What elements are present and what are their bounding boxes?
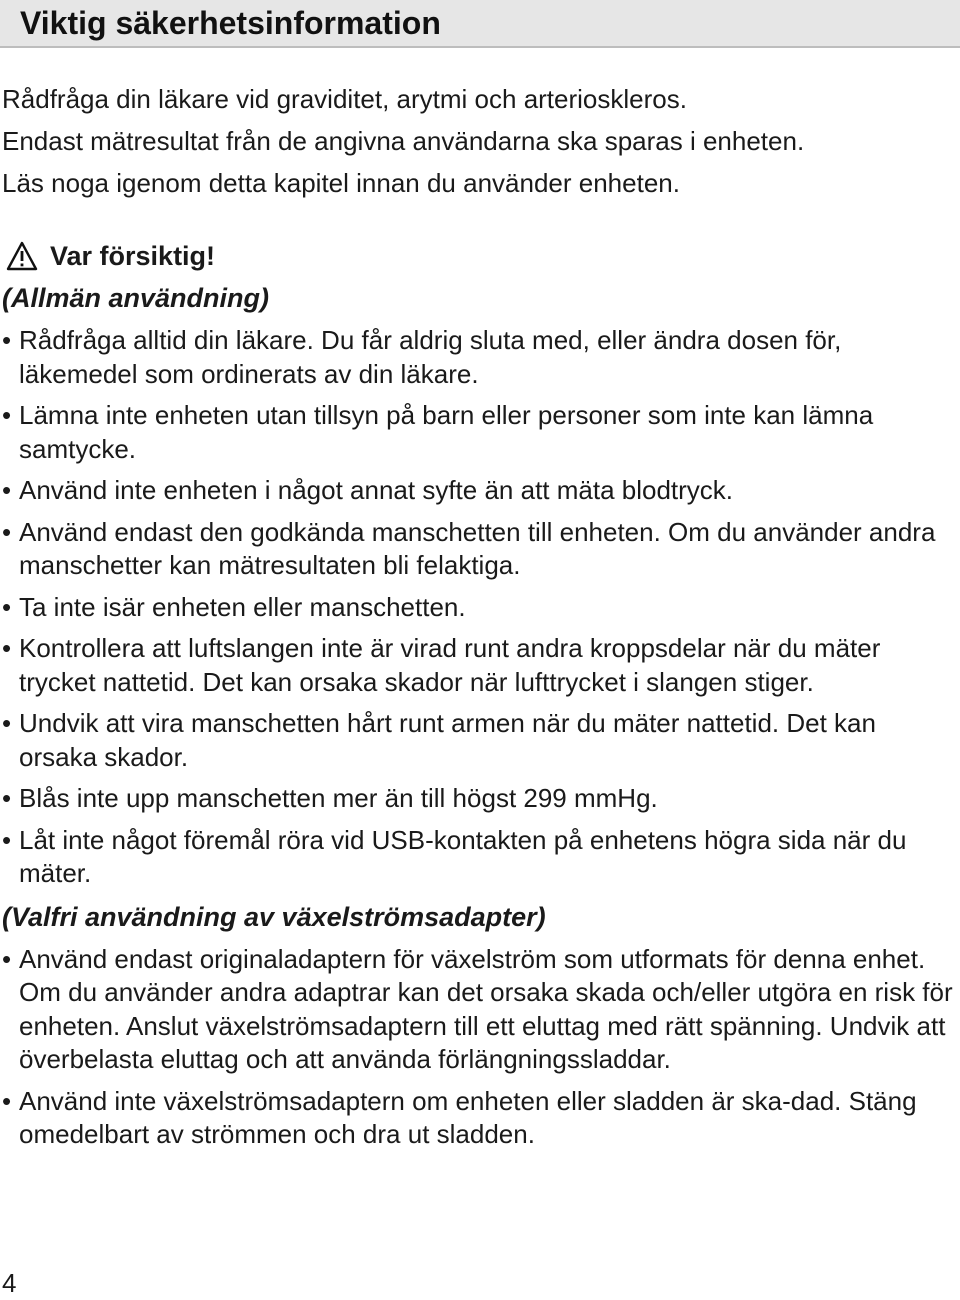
list-item-text: Blås inte upp manschetten mer än till högst 299 mmHg. bbox=[19, 783, 658, 813]
document-body bbox=[2, 78, 954, 1160]
list-item-text: Lämna inte enheten utan tillsyn på barn eller personer som inte kan lämna samtycke. bbox=[19, 400, 874, 464]
caution-label: Var försiktig! bbox=[50, 241, 216, 271]
list-item-text: Använd endast den godkända manschetten till enheten. Om du använder andra manschetter kan mätresultaten bli felaktiga. bbox=[19, 516, 936, 580]
list-item bbox=[2, 782, 954, 816]
section-heading-general-use: (Allmän användning) bbox=[2, 283, 270, 313]
warning-triangle-icon bbox=[6, 241, 38, 271]
bullet: • bbox=[2, 943, 12, 974]
list-item-text: Använd endast originaladaptern för växelström som utformats för denna enhet. Om du använder andra adaptrar kan det orsaka skada och/eller utgöra en risk för enheten. Anslut växelströmsadaptern till ett eluttag med rätt spänning. Undvik att överbelasta eluttag och att använda förlängningssladdar. bbox=[19, 943, 953, 1074]
list-item-text: Låt inte något föremål röra vid USB-kontakten på enhetens högra sida när du mäter. bbox=[19, 824, 907, 888]
general-use-list bbox=[2, 324, 954, 891]
list-item bbox=[2, 707, 954, 774]
list-item-text: Ta inte isär enheten eller manschetten. bbox=[19, 591, 466, 622]
intro-line: Endast mätresultat från de angivna användarna ska sparas i enheten. bbox=[2, 126, 805, 156]
list-item bbox=[2, 943, 954, 1077]
bullet: • bbox=[2, 708, 12, 738]
list-item bbox=[2, 824, 954, 891]
list-item bbox=[2, 632, 954, 699]
adapter-use-list bbox=[2, 943, 954, 1152]
list-item bbox=[2, 1085, 954, 1152]
bullet: • bbox=[2, 783, 12, 813]
bullet: • bbox=[2, 633, 12, 663]
bullet: • bbox=[2, 400, 12, 430]
intro-line: Rådfråga din läkare vid graviditet, arytmi och arterioskleros. bbox=[2, 84, 687, 114]
page-title: Viktig säkerhetsinformation bbox=[20, 5, 441, 41]
list-item-text: Rådfråga alltid din läkare. Du får aldrig sluta med, eller ändra dosen för, läkemedel som ordinerats av din läkare. bbox=[19, 325, 842, 389]
bullet: • bbox=[2, 1085, 12, 1116]
bullet: • bbox=[2, 475, 12, 505]
list-item bbox=[2, 591, 954, 625]
list-item bbox=[2, 399, 954, 466]
list-item bbox=[2, 324, 954, 391]
list-item-text: Använd inte växelströmsadaptern om enheten eller sladden är ska-dad. Stäng omedelbart av strömmen och dra ut sladden. bbox=[19, 1085, 917, 1149]
bullet: • bbox=[2, 824, 12, 855]
caution-heading bbox=[2, 238, 954, 274]
list-item-text: Kontrollera att luftslangen inte är virad runt andra kroppsdelar när du mäter trycket nattetid. Det kan orsaka skador när lufttrycket i slangen stiger. bbox=[19, 633, 881, 697]
title-bar bbox=[0, 0, 960, 48]
list-item-text: Undvik att vira manschetten hårt runt armen när du mäter nattetid. Det kan orsaka skador. bbox=[19, 708, 876, 772]
bullet: • bbox=[2, 516, 12, 547]
section-heading-adapter-use: (Valfri användning av växelströmsadapter) bbox=[2, 901, 546, 932]
bullet: • bbox=[2, 325, 12, 355]
list-item-text: Använd inte enheten i något annat syfte än att mäta blodtryck. bbox=[19, 475, 734, 505]
page-number: 4 bbox=[2, 1268, 17, 1298]
list-item bbox=[2, 516, 954, 583]
intro-line: Läs noga igenom detta kapitel innan du använder enheten. bbox=[2, 168, 680, 198]
bullet: • bbox=[2, 591, 12, 622]
list-item bbox=[2, 474, 954, 508]
intro-paragraph bbox=[2, 78, 954, 204]
